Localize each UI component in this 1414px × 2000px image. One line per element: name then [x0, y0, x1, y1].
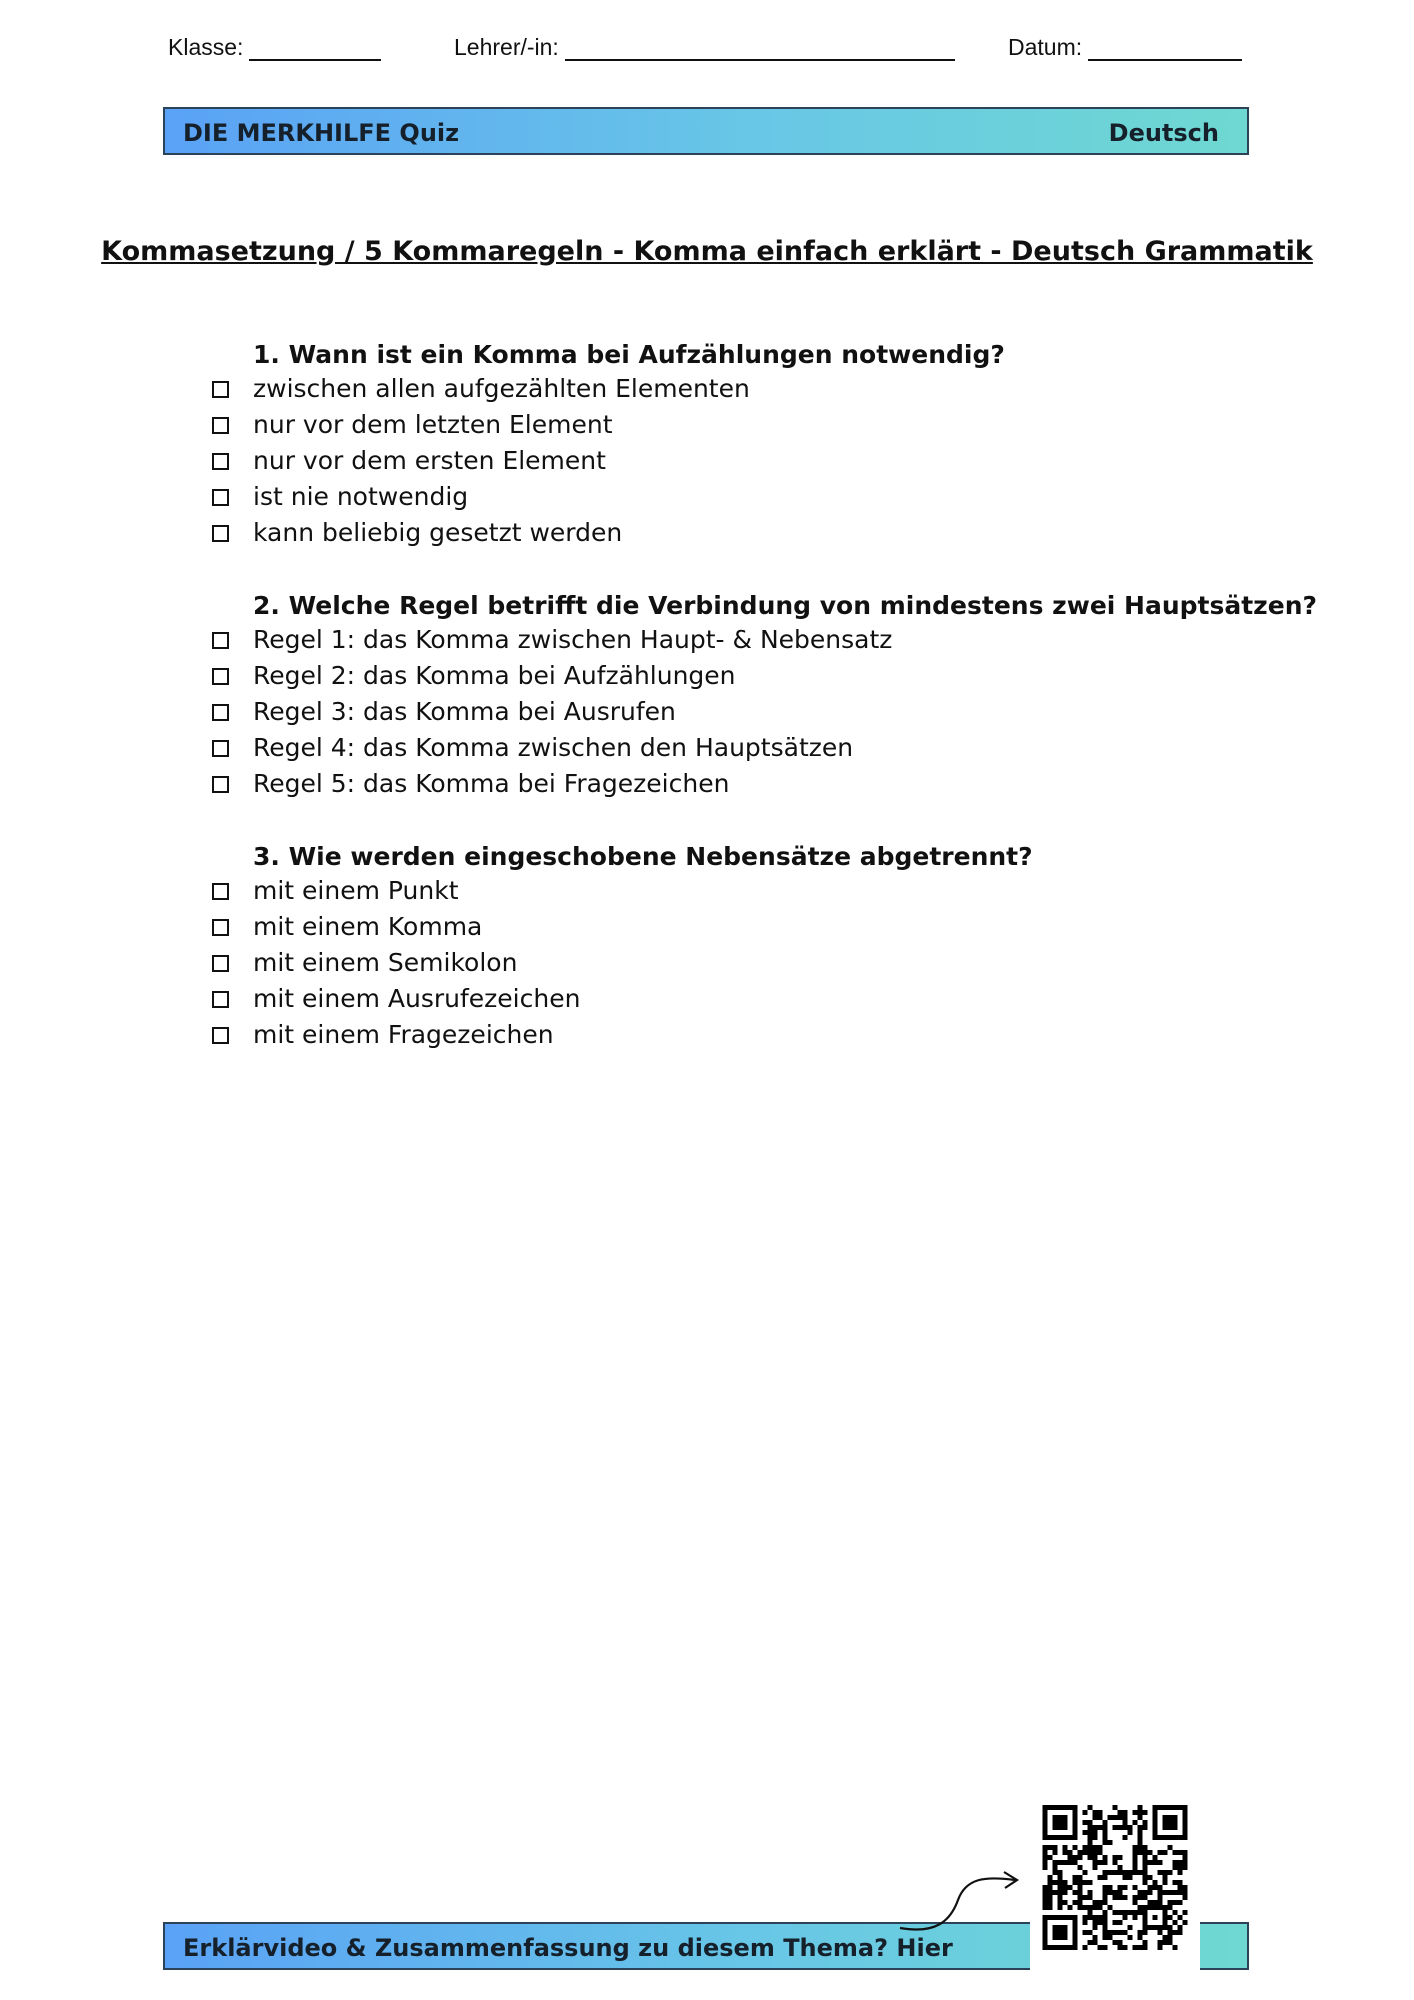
option-label: nur vor dem letzten Element — [253, 410, 613, 439]
checkbox[interactable] — [212, 919, 229, 936]
checkbox[interactable] — [212, 417, 229, 434]
klasse-label: Klasse: — [168, 34, 244, 60]
option-label: mit einem Semikolon — [253, 948, 518, 977]
checkbox[interactable] — [212, 453, 229, 470]
lehrer-label: Lehrer/-in: — [454, 34, 559, 60]
option-label: nur vor dem ersten Element — [253, 446, 606, 475]
banner-subject: Deutsch — [1108, 119, 1219, 147]
option-label: mit einem Fragezeichen — [253, 1020, 554, 1049]
lehrer-field — [454, 34, 955, 61]
klasse-field — [168, 34, 381, 61]
header-fields — [168, 34, 1258, 66]
checkbox[interactable] — [212, 883, 229, 900]
option-label: Regel 3: das Komma bei Ausrufen — [253, 697, 676, 726]
checkbox[interactable] — [212, 1027, 229, 1044]
datum-blank[interactable] — [1088, 35, 1242, 61]
checkbox[interactable] — [212, 668, 229, 685]
banner-title: DIE MERKHILFE Quiz — [183, 119, 460, 147]
option-label: mit einem Komma — [253, 912, 483, 941]
option-label: Regel 5: das Komma bei Fragezeichen — [253, 769, 730, 798]
page-title: Kommasetzung / 5 Kommaregeln - Komma einfach erklärt - Deutsch Grammatik — [101, 236, 1313, 267]
checkbox[interactable] — [212, 704, 229, 721]
checkbox[interactable] — [212, 632, 229, 649]
checkbox[interactable] — [212, 381, 229, 398]
question-2: 2. Welche Regel betrifft die Verbindung von mindestens zwei Hauptsätzen? — [253, 591, 1317, 620]
video-hint-text: Erklärvideo & Zusammenfassung zu diesem Thema? Hier — [183, 1934, 953, 1962]
datum-label: Datum: — [1008, 34, 1083, 60]
qr-code-icon[interactable] — [1030, 1790, 1200, 1970]
checkbox[interactable] — [212, 525, 229, 542]
lehrer-blank[interactable] — [565, 35, 955, 61]
top-banner — [163, 107, 1249, 155]
checkbox[interactable] — [212, 740, 229, 757]
checkbox[interactable] — [212, 489, 229, 506]
curved-arrow-icon — [880, 1860, 1030, 1940]
option-label: Regel 4: das Komma zwischen den Hauptsätzen — [253, 733, 854, 762]
klasse-blank[interactable] — [249, 35, 381, 61]
option-label: mit einem Ausrufezeichen — [253, 984, 581, 1013]
checkbox[interactable] — [212, 955, 229, 972]
option-label: Regel 1: das Komma zwischen Haupt- & Nebensatz — [253, 625, 893, 654]
question-1: 1. Wann ist ein Komma bei Aufzählungen notwendig? — [253, 340, 1005, 369]
option-label: kann beliebig gesetzt werden — [253, 518, 623, 547]
question-3: 3. Wie werden eingeschobene Nebensätze abgetrennt? — [253, 842, 1033, 871]
option-label: zwischen allen aufgezählten Elementen — [253, 374, 750, 403]
checkbox[interactable] — [212, 776, 229, 793]
option-label: mit einem Punkt — [253, 876, 459, 905]
option-label: Regel 2: das Komma bei Aufzählungen — [253, 661, 736, 690]
option-label: ist nie notwendig — [253, 482, 469, 511]
checkbox[interactable] — [212, 991, 229, 1008]
datum-field — [1008, 34, 1242, 61]
